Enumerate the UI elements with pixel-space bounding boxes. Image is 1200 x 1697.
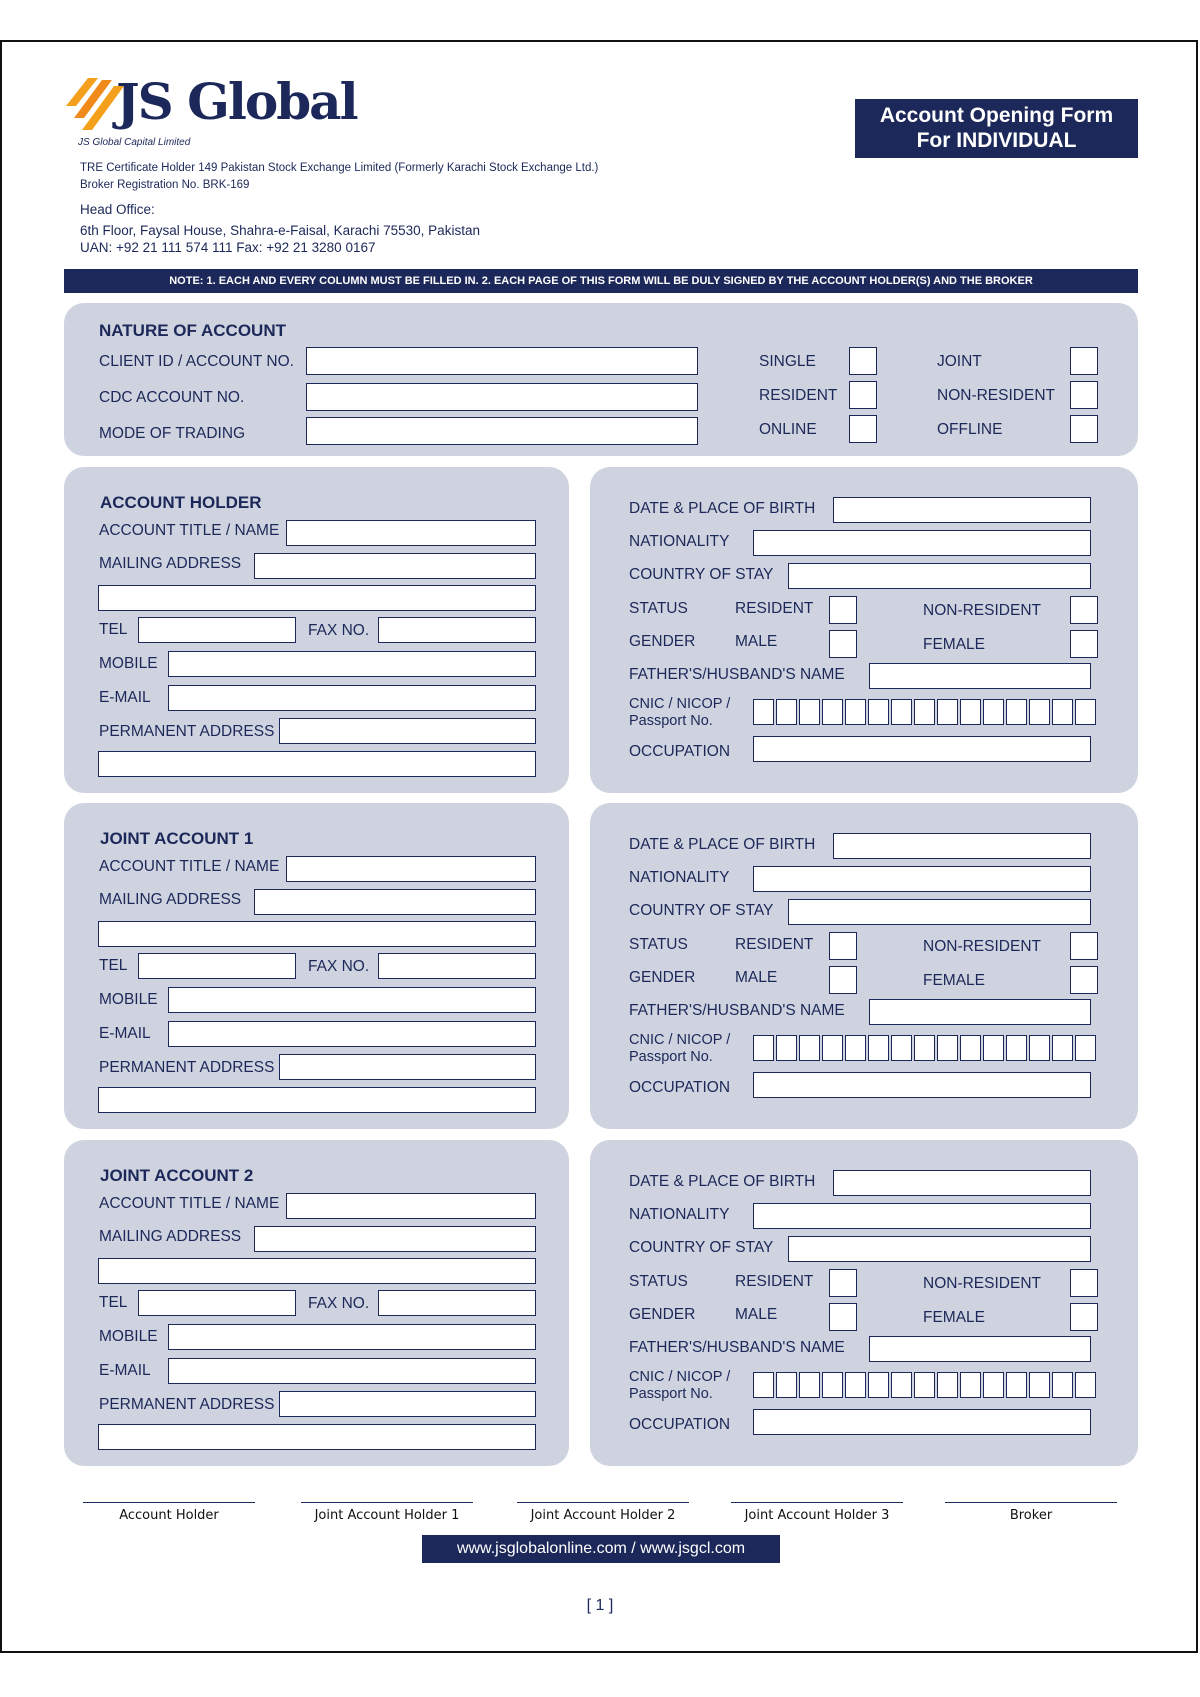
signature-line[interactable] (731, 1502, 903, 1503)
account-holder-details-panel (590, 467, 1138, 793)
broker-registration: Broker Registration No. BRK-169 (80, 179, 250, 191)
mobile-label: MOBILE (99, 1328, 158, 1345)
tel-label: TEL (99, 621, 128, 638)
nationality-label: NATIONALITY (629, 1206, 730, 1223)
mailing-address-input[interactable] (254, 553, 536, 579)
email-input[interactable] (168, 685, 536, 711)
dob-input[interactable] (833, 1170, 1091, 1196)
permanent-address-input-2[interactable] (98, 1424, 536, 1450)
title-name-input[interactable] (286, 520, 536, 546)
fax-label: FAX NO. (308, 958, 370, 975)
fax-input[interactable] (378, 617, 536, 643)
father-name-input[interactable] (869, 1336, 1091, 1362)
mailing-address-label: MAILING ADDRESS (99, 891, 242, 908)
permanent-address-input[interactable] (279, 718, 536, 744)
company-name: JS Global Capital Limited (78, 137, 191, 148)
female-checkbox[interactable] (1070, 1303, 1098, 1331)
logo (66, 72, 357, 132)
mailing-address-input[interactable] (254, 1226, 536, 1252)
client-id-input[interactable] (306, 347, 698, 375)
nationality-input[interactable] (753, 1203, 1091, 1229)
mode-label: MODE OF TRADING (99, 425, 246, 442)
mobile-label: MOBILE (99, 991, 158, 1008)
occupation-input[interactable] (753, 1072, 1091, 1098)
status-non-resident-label: NON-RESIDENT (923, 938, 1041, 955)
country-of-stay-input[interactable] (788, 563, 1091, 589)
father-name-input[interactable] (869, 999, 1091, 1025)
fax-label: FAX NO. (308, 622, 370, 639)
dob-label: DATE & PLACE OF BIRTH (629, 836, 816, 853)
country-of-stay-input[interactable] (788, 1236, 1091, 1262)
offline-label: OFFLINE (937, 421, 1003, 438)
signature-line[interactable] (517, 1502, 689, 1503)
mailing-address-label: MAILING ADDRESS (99, 555, 242, 572)
cnic-label-1: CNIC / NICOP / (629, 696, 731, 712)
joint-account-1-panel (64, 803, 569, 1129)
cnic-label-1: CNIC / NICOP / (629, 1032, 731, 1048)
status-resident-checkbox[interactable] (829, 596, 857, 624)
signature-label-joint-3: Joint Account Holder 3 (744, 1508, 890, 1523)
country-of-stay-label: COUNTRY OF STAY (629, 566, 774, 583)
mode-input[interactable] (306, 417, 698, 445)
joint-account-2-panel (64, 1140, 569, 1466)
status-resident-checkbox[interactable] (829, 932, 857, 960)
status-resident-checkbox[interactable] (829, 1269, 857, 1297)
cnic-boxes[interactable] (753, 1372, 1096, 1398)
joint-account-2-details-panel (590, 1140, 1138, 1466)
signature-label-joint-1: Joint Account Holder 1 (314, 1508, 460, 1523)
occupation-input[interactable] (753, 736, 1091, 762)
form-title (855, 99, 1138, 158)
nature-non-resident-checkbox[interactable] (1070, 381, 1098, 409)
country-of-stay-label: COUNTRY OF STAY (629, 902, 774, 919)
permanent-address-input[interactable] (279, 1391, 536, 1417)
gender-label: GENDER (629, 633, 696, 650)
permanent-address-input[interactable] (279, 1054, 536, 1080)
status-resident-label: RESIDENT (735, 1273, 814, 1290)
nature-resident-checkbox[interactable] (849, 381, 877, 409)
male-label: MALE (735, 1306, 778, 1323)
gender-label: GENDER (629, 969, 696, 986)
signature-line[interactable] (83, 1502, 255, 1503)
nature-title: NATURE OF ACCOUNT (99, 321, 286, 340)
occupation-input[interactable] (753, 1409, 1091, 1435)
cnic-label-2: Passport No. (629, 1049, 713, 1065)
female-checkbox[interactable] (1070, 966, 1098, 994)
trec-line: TRE Certificate Holder 149 Pakistan Stock Exchange Limited (Formerly Karachi Stock Exchange Ltd.) (80, 162, 599, 174)
page-number: [ 1 ] (586, 1597, 614, 1614)
cdc-label: CDC ACCOUNT NO. (99, 389, 245, 406)
offline-checkbox[interactable] (1070, 415, 1098, 443)
section-title: JOINT ACCOUNT 1 (100, 829, 254, 848)
cnic-boxes[interactable] (753, 1035, 1096, 1061)
tel-input[interactable] (138, 1290, 296, 1316)
country-of-stay-label: COUNTRY OF STAY (629, 1239, 774, 1256)
father-name-label: FATHER'S/HUSBAND'S NAME (629, 1002, 845, 1019)
online-label: ONLINE (759, 421, 817, 438)
cnic-boxes[interactable] (753, 699, 1096, 725)
permanent-address-label: PERMANENT ADDRESS (99, 1059, 275, 1076)
single-label: SINGLE (759, 353, 816, 370)
mobile-label: MOBILE (99, 655, 158, 672)
mailing-address-input-2[interactable] (98, 1258, 536, 1284)
permanent-address-label: PERMANENT ADDRESS (99, 1396, 275, 1413)
joint-account-1-details-panel (590, 803, 1138, 1129)
form-title-line-1: Account Opening Form (879, 104, 1114, 127)
title-name-label: ACCOUNT TITLE / NAME (99, 522, 280, 539)
tel-label: TEL (99, 957, 128, 974)
email-input[interactable] (168, 1358, 536, 1384)
email-label: E-MAIL (99, 689, 151, 706)
occupation-label: OCCUPATION (629, 743, 731, 760)
head-office-contact: UAN: +92 21 111 574 111 Fax: +92 21 3280 0167 (80, 240, 376, 255)
nationality-label: NATIONALITY (629, 533, 730, 550)
website-bar[interactable]: www.jsglobalonline.com / www.jsgcl.com (422, 1535, 780, 1563)
status-label: STATUS (629, 600, 688, 617)
dob-input[interactable] (833, 497, 1091, 523)
section-title: JOINT ACCOUNT 2 (100, 1166, 254, 1185)
email-input[interactable] (168, 1021, 536, 1047)
signature-label-account-holder: Account Holder (119, 1508, 219, 1523)
cdc-input[interactable] (306, 383, 698, 411)
mobile-input[interactable] (168, 651, 536, 677)
nature-of-account-panel (64, 303, 1138, 456)
tel-input[interactable] (138, 617, 296, 643)
email-label: E-MAIL (99, 1362, 151, 1379)
fax-input[interactable] (378, 1290, 536, 1316)
status-label: STATUS (629, 936, 688, 953)
title-name-input[interactable] (286, 1193, 536, 1219)
male-label: MALE (735, 633, 778, 650)
father-name-input[interactable] (869, 663, 1091, 689)
section-title: ACCOUNT HOLDER (100, 493, 262, 512)
title-name-label: ACCOUNT TITLE / NAME (99, 1195, 280, 1212)
email-label: E-MAIL (99, 1025, 151, 1042)
mobile-input[interactable] (168, 1324, 536, 1350)
form-title-line-2: For INDIVIDUAL (916, 129, 1077, 152)
mailing-address-input-2[interactable] (98, 585, 536, 611)
female-label: FEMALE (923, 1309, 986, 1326)
joint-checkbox[interactable] (1070, 347, 1098, 375)
mailing-address-label: MAILING ADDRESS (99, 1228, 242, 1245)
signature-label-broker: Broker (1009, 1508, 1053, 1523)
gender-label: GENDER (629, 1306, 696, 1323)
tel-label: TEL (99, 1294, 128, 1311)
nationality-input[interactable] (753, 866, 1091, 892)
logo-text: JS Global (116, 72, 357, 131)
status-non-resident-label: NON-RESIDENT (923, 602, 1041, 619)
dob-input[interactable] (833, 833, 1091, 859)
joint-label: JOINT (937, 353, 982, 370)
father-name-label: FATHER'S/HUSBAND'S NAME (629, 666, 845, 683)
signature-line[interactable] (945, 1502, 1117, 1503)
status-non-resident-checkbox[interactable] (1070, 1269, 1098, 1297)
online-checkbox[interactable] (849, 415, 877, 443)
nationality-label: NATIONALITY (629, 869, 730, 886)
note-bar: NOTE: 1. EACH AND EVERY COLUMN MUST BE FILLED IN. 2. EACH PAGE OF THIS FORM WILL BE DULY SIGNED BY THE ACCOUNT HOLDER(S) AND THE BROKER (64, 269, 1138, 293)
title-name-label: ACCOUNT TITLE / NAME (99, 858, 280, 875)
permanent-address-input-2[interactable] (98, 751, 536, 777)
dob-label: DATE & PLACE OF BIRTH (629, 1173, 816, 1190)
status-non-resident-label: NON-RESIDENT (923, 1275, 1041, 1292)
father-name-label: FATHER'S/HUSBAND'S NAME (629, 1339, 845, 1356)
mailing-address-input-2[interactable] (98, 921, 536, 947)
status-non-resident-checkbox[interactable] (1070, 596, 1098, 624)
head-office-label: Head Office: (80, 202, 155, 217)
occupation-label: OCCUPATION (629, 1416, 731, 1433)
status-label: STATUS (629, 1273, 688, 1290)
female-label: FEMALE (923, 636, 986, 653)
cnic-label-1: CNIC / NICOP / (629, 1369, 731, 1385)
single-checkbox[interactable] (849, 347, 877, 375)
mobile-input[interactable] (168, 987, 536, 1013)
female-checkbox[interactable] (1070, 630, 1098, 658)
status-non-resident-checkbox[interactable] (1070, 932, 1098, 960)
cnic-label-2: Passport No. (629, 1386, 713, 1402)
permanent-address-label: PERMANENT ADDRESS (99, 723, 275, 740)
signature-label-joint-2: Joint Account Holder 2 (530, 1508, 676, 1523)
permanent-address-input-2[interactable] (98, 1087, 536, 1113)
male-checkbox[interactable] (829, 630, 857, 658)
nationality-input[interactable] (753, 530, 1091, 556)
status-resident-label: RESIDENT (735, 600, 814, 617)
fax-label: FAX NO. (308, 1295, 370, 1312)
account-holder-panel (64, 467, 569, 793)
male-checkbox[interactable] (829, 1303, 857, 1331)
female-label: FEMALE (923, 972, 986, 989)
mailing-address-input[interactable] (254, 889, 536, 915)
male-checkbox[interactable] (829, 966, 857, 994)
nature-non-resident-label: NON-RESIDENT (937, 387, 1055, 404)
nature-resident-label: RESIDENT (759, 387, 838, 404)
tel-input[interactable] (138, 953, 296, 979)
head-office-address: 6th Floor, Faysal House, Shahra-e-Faisal, Karachi 75530, Pakistan (80, 223, 480, 238)
fax-input[interactable] (378, 953, 536, 979)
client-id-label: CLIENT ID / ACCOUNT NO. (99, 353, 294, 370)
country-of-stay-input[interactable] (788, 899, 1091, 925)
cnic-label-2: Passport No. (629, 713, 713, 729)
male-label: MALE (735, 969, 778, 986)
signature-line[interactable] (301, 1502, 473, 1503)
occupation-label: OCCUPATION (629, 1079, 731, 1096)
status-resident-label: RESIDENT (735, 936, 814, 953)
dob-label: DATE & PLACE OF BIRTH (629, 500, 816, 517)
title-name-input[interactable] (286, 856, 536, 882)
